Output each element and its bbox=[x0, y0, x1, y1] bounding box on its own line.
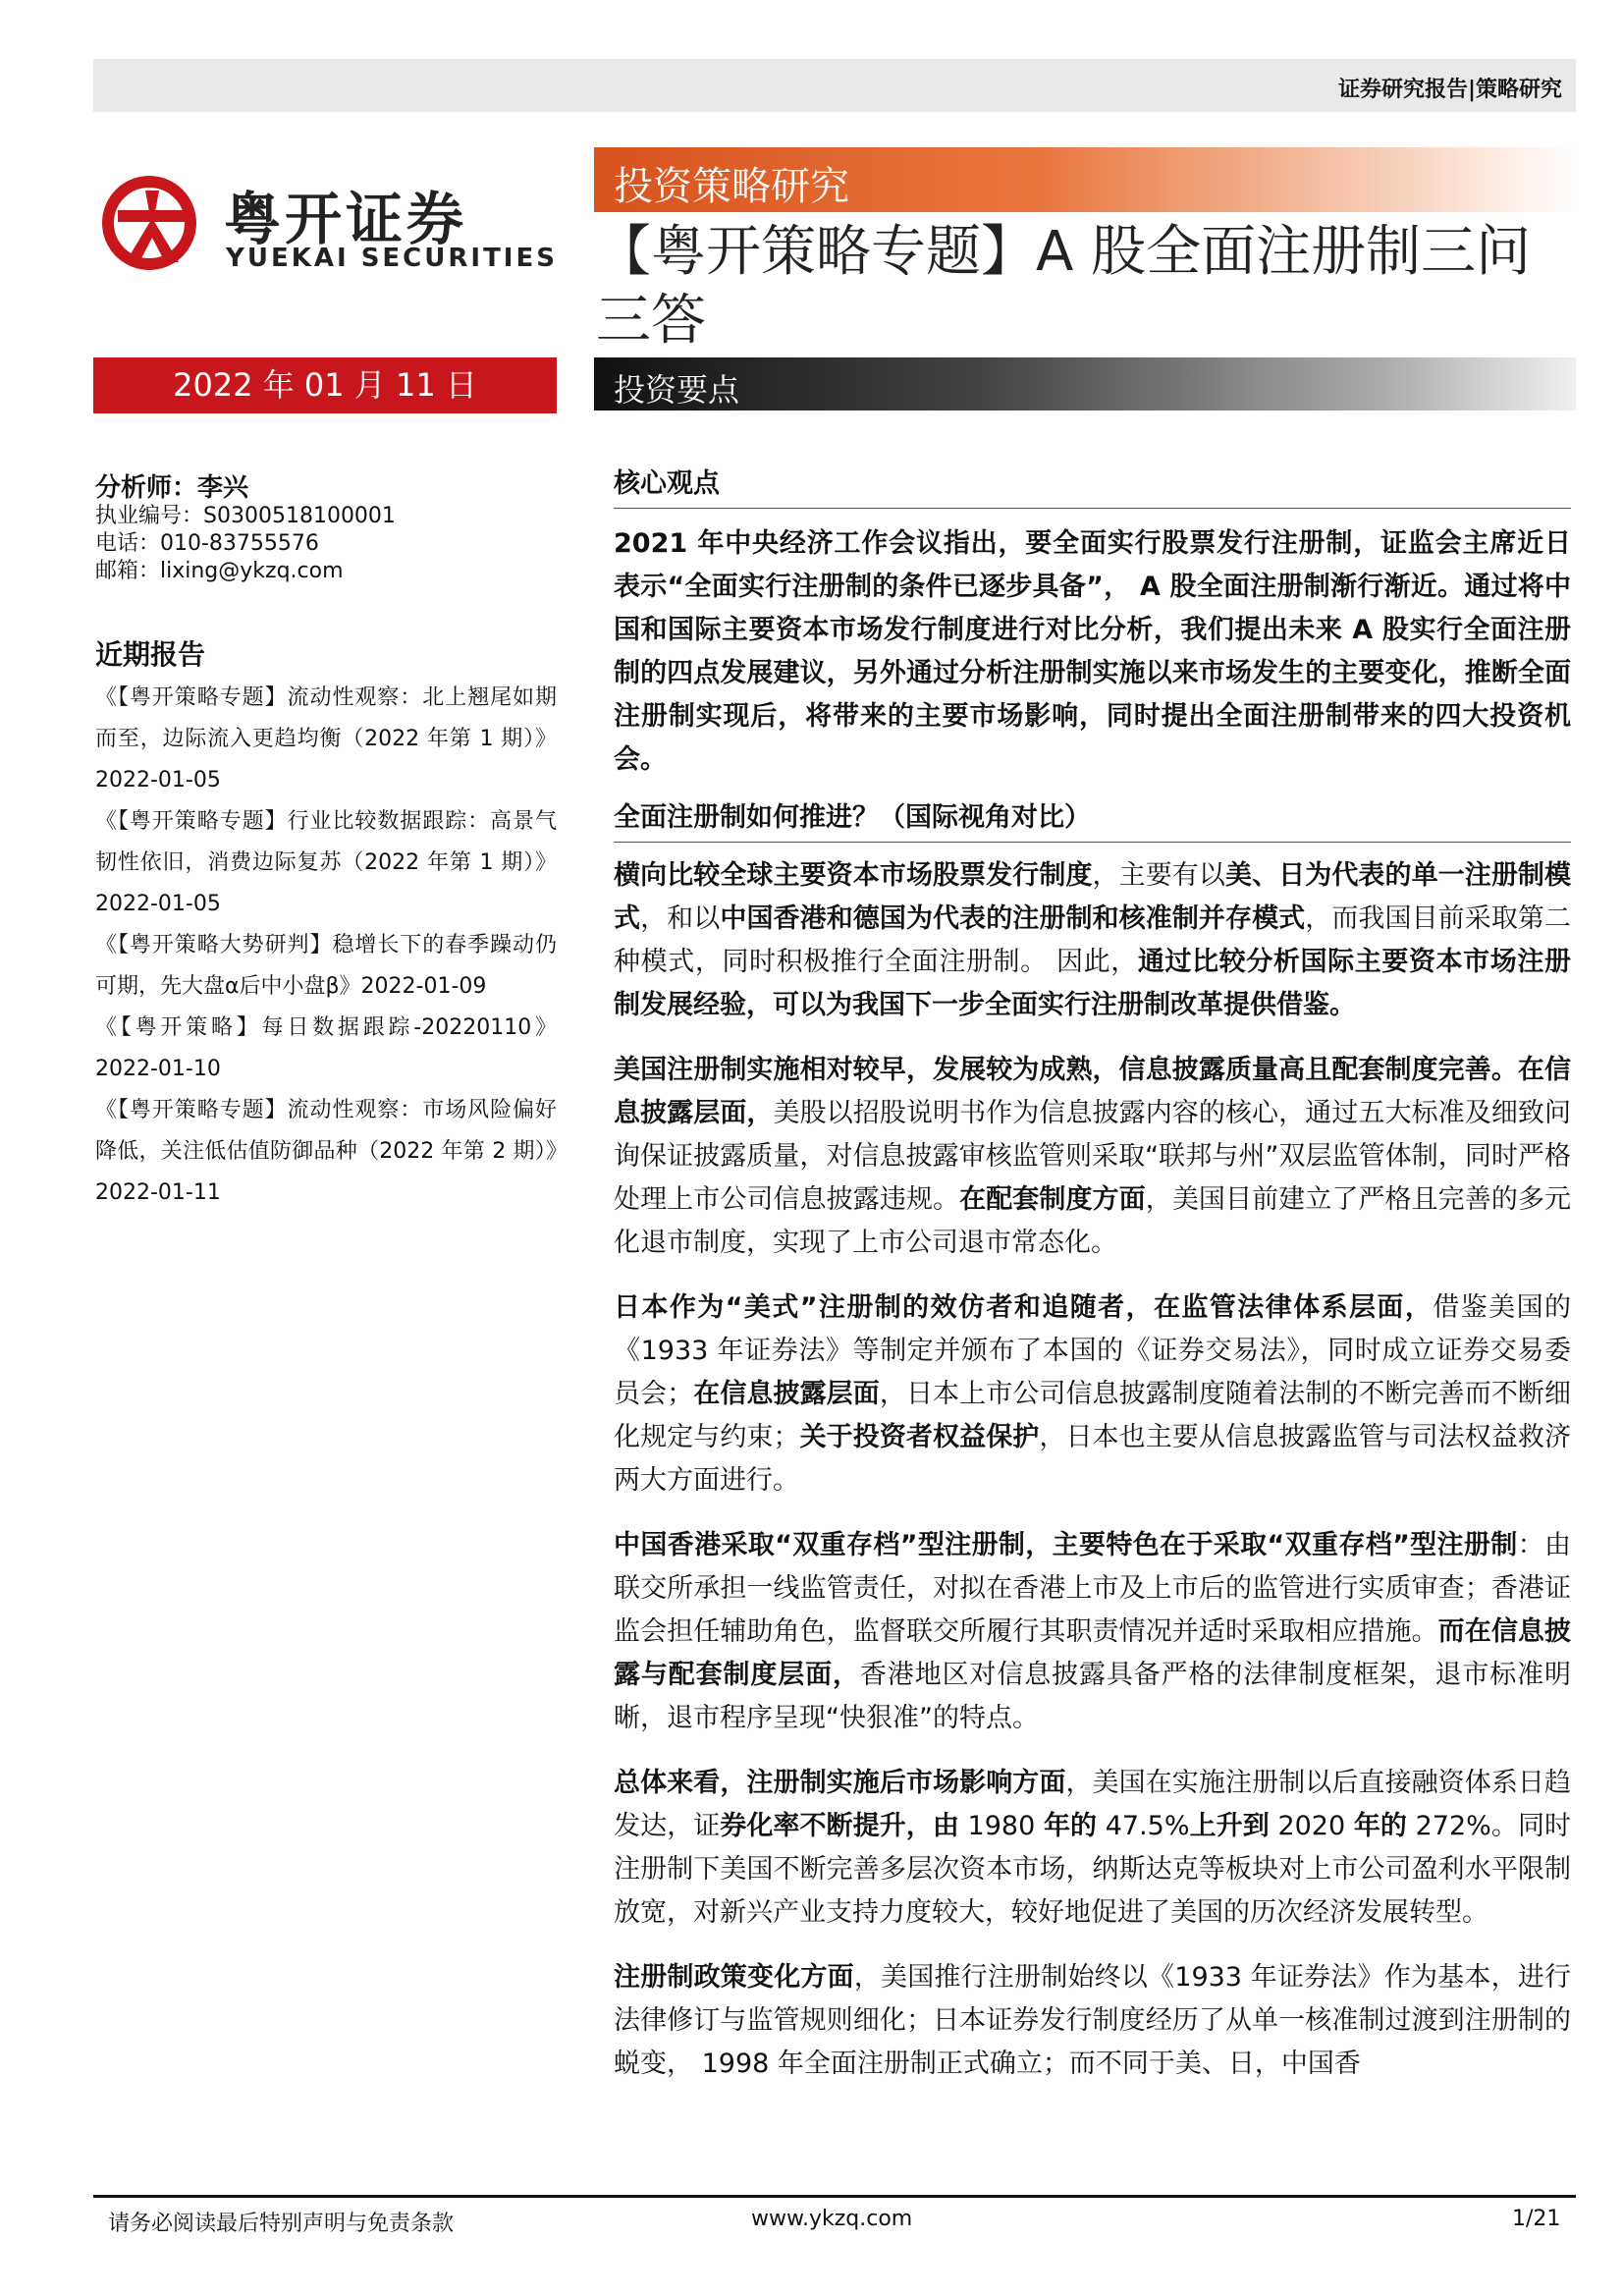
recent-reports-heading: 近期报告 bbox=[95, 638, 206, 671]
list-item[interactable]: 《【粤开策略专题】流动性观察：市场风险偏好降低，关注低估值防御品种（2022 年第 2 期）》2022-01-11 bbox=[95, 1098, 557, 1205]
paragraph-overall: 总体来看，注册制实施后市场影响方面，美国在实施注册制以后直接融资体系日趋发达，证券化率不断提升，由 1980 年的 47.5%上升到 2020 年的 272%。同时注册制下美国不断完善多层次资本市场，纳斯达克等板块对上市公司盈利水平限制放宽，对新兴产业支持力度较大，较好地促进了美国的历次经济发展转型。 bbox=[614, 1768, 1572, 1928]
analyst-license: 执业编号：S0300518100001 bbox=[95, 504, 396, 528]
key-points-label: 投资要点 bbox=[614, 371, 740, 409]
paragraph-hongkong: 中国香港采取“双重存档”型注册制，主要特色在于采取“双重存档”型注册制：由联交所承担一线监管责任，对拟在香港上市及上市后的监管进行实质审查；香港证监会担任辅助角色，监督联交所履行其职责情况并适时采取相应措施。而在信息披露与配套制度层面，香港地区对信息披露具备严格的法律制度框架，退市标准明晰，退市程序呈现“快狠准”的特点。 bbox=[614, 1530, 1572, 1733]
top-header-bar bbox=[93, 59, 1576, 112]
logo-emblem-icon bbox=[98, 169, 206, 277]
report-date: 2022 年 01 月 11 日 bbox=[93, 357, 557, 413]
core-view-heading: 核心观点 bbox=[614, 462, 1571, 509]
page-number: 1/21 bbox=[1512, 2207, 1561, 2231]
q1-heading: 全面注册制如何推进？（国际视角对比） bbox=[614, 795, 1571, 843]
analyst-info bbox=[95, 503, 557, 585]
main-body bbox=[614, 854, 1571, 2107]
footer-disclaimer[interactable]: 请务必阅读最后特别声明与免责条款 bbox=[108, 2212, 455, 2236]
list-item[interactable]: 《【粤开策略大势研判】稳增长下的春季躁动仍可期，先大盘α后中小盘β》2022-01-09 bbox=[95, 933, 557, 999]
list-item[interactable]: 《【粤开策略】每日数据跟踪-20220110》2022-01-10 bbox=[95, 1015, 557, 1081]
company-logo bbox=[98, 169, 560, 277]
paragraph-intl-comparison: 横向比较全球主要资本市场股票发行制度，主要有以美、日为代表的单一注册制模式，和以中国香港和德国为代表的注册制和核准制并存模式，而我国目前采取第二种模式，同时积极推行全面注册制。 因此，通过比较分析国际主要资本市场注册制发展经验，可以为我国下一步全面实行注册制改革提供借鉴。 bbox=[614, 860, 1572, 1020]
list-item[interactable]: 《【粤开策略专题】流动性观察：北上翘尾如期而至，边际流入更趋均衡（2022 年第 1 期）》2022-01-05 bbox=[95, 685, 557, 793]
report-title: 【粤开策略专题】A 股全面注册制三问三答 bbox=[596, 220, 1532, 353]
list-item[interactable]: 《【粤开策略专题】行业比较数据跟踪：高景气韧性依旧，消费边际复苏（2022 年第 1 期）》2022-01-05 bbox=[95, 809, 557, 916]
paragraph-japan: 日本作为“美式”注册制的效仿者和追随者，在监管法律体系层面，借鉴美国的《1933 年证券法》等制定并颁布了本国的《证券交易法》，同时成立证券交易委员会；在信息披露层面，日本上市公司信息披露制度随着法制的不断完善而不断细化规定与约束；关于投资者权益保护，日本也主要从信息披露监管与司法权益救济两大方面进行。 bbox=[614, 1292, 1572, 1496]
analyst-name: 分析师：李兴 bbox=[95, 473, 249, 503]
recent-reports-list bbox=[95, 678, 557, 1214]
logo-text-en: YUEKAI SECURITIES bbox=[226, 244, 558, 273]
section-bar-label: 投资策略研究 bbox=[614, 164, 849, 209]
core-view-text: 2021 年中央经济工作会议指出，要全面实行股票发行注册制，证监会主席近日表示“全面实行注册制的条件已逐步具备”， A 股全面注册制渐行渐近。通过将中国和国际主要资本市场发行制度进行对比分析，我们提出未来 A 股实行全面注册制的四点发展建议，另外通过分析注册制实施以来市场发生的主要变化，推断全面注册制实现后，将带来的主要市场影响，同时提出全面注册制带来的四大投资机会。 bbox=[614, 528, 1571, 775]
section-bar bbox=[594, 147, 1576, 212]
paragraph-policy: 注册制政策变化方面，美国推行注册制始终以《1933 年证券法》作为基本，进行法律修订与监管规则细化；日本证券发行制度经历了从单一核准制过渡到注册制的蜕变， 1998 年全面注册制正式确立；而不同于美、日，中国香 bbox=[614, 1962, 1571, 2079]
analyst-email: 邮箱：lixing@ykzq.com bbox=[95, 559, 344, 583]
key-points-bar bbox=[594, 357, 1576, 410]
footer-website[interactable]: www.ykzq.com bbox=[751, 2207, 913, 2231]
paragraph-us: 美国注册制实施相对较早，发展较为成熟，信息披露质量高且配套制度完善。在信息披露层面，美股以招股说明书作为信息披露内容的核心，通过五大标准及细致问询保证披露质量，对信息披露审核监管则采取“联邦与州”双层监管体制，同时严格处理上市公司信息披露违规。在配套制度方面，美国目前建立了严格且完善的多元化退市制度，实现了上市公司退市常态化。 bbox=[614, 1055, 1572, 1258]
analyst-phone: 电话：010-83755576 bbox=[95, 531, 319, 556]
report-type-label: 证券研究报告|策略研究 bbox=[1337, 78, 1562, 102]
footer-divider bbox=[93, 2195, 1576, 2198]
logo-text-cn: 粤开证券 bbox=[224, 186, 468, 252]
